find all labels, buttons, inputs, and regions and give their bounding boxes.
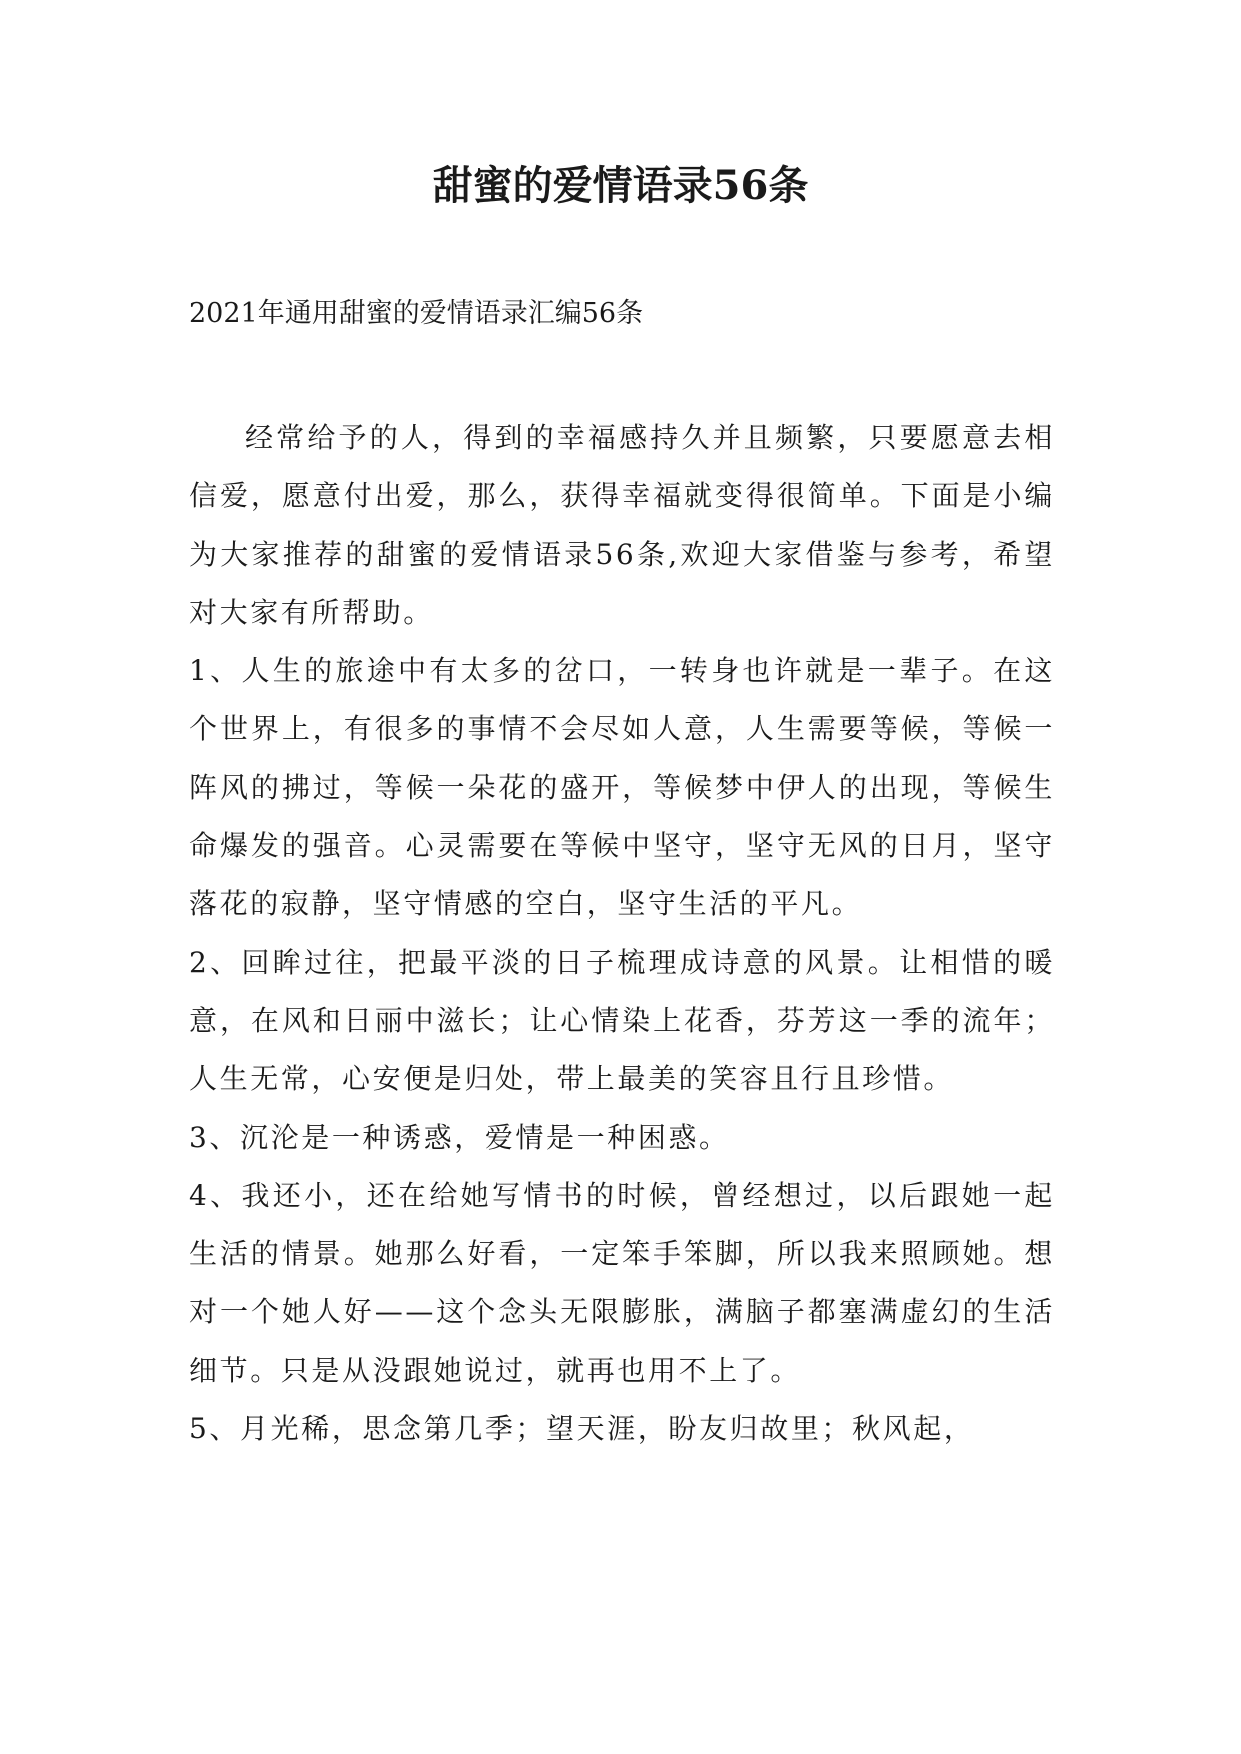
intro-paragraph: 经常给予的人，得到的幸福感持久并且频繁，只要愿意去相信爱，愿意付出爱，那么，获得幸福就变得很简单。下面是小编为大家推荐的甜蜜的爱情语录56条,欢迎大家借鉴与参考，希望对大家有所帮助。: [189, 421, 1055, 629]
document-body: [189, 409, 1055, 1458]
quote-item-1: 1、人生的旅途中有太多的岔口，一转身也许就是一辈子。在这个世界上，有很多的事情不会尽如人意，人生需要等候，等候一阵风的拂过，等候一朵花的盛开，等候梦中伊人的出现，等候生命爆发的强音。心灵需要在等候中坚守，坚守无风的日月，坚守落花的寂静，坚守情感的空白，坚守生活的平凡。: [189, 654, 1055, 921]
quote-item-3: 3、沉沦是一种诱惑，爱情是一种困惑。: [189, 1120, 730, 1154]
quote-item-2: 2、回眸过往，把最平淡的日子梳理成诗意的风景。让相惜的暖意，在风和日丽中滋长；让心情染上花香，芬芳这一季的流年；人生无常，心安便是归处，带上最美的笑容且行且珍惜。: [189, 945, 1055, 1096]
quote-item-4: 4、我还小，还在给她写情书的时候，曾经想过，以后跟她一起生活的情景。她那么好看，一定笨手笨脚，所以我来照顾她。想对一个她人好——这个念头无限膨胀，满脑子都塞满虚幻的生活细节。只是从没跟她说过，就再也用不上了。: [189, 1178, 1055, 1387]
quote-item-5: 5、月光稀，思念第几季；望天涯，盼友归故里；秋风起，: [189, 1412, 975, 1446]
document-title: 甜蜜的爱情语录56条: [432, 162, 809, 209]
document-subtitle: 2021年通用甜蜜的爱情语录汇编56条: [189, 298, 644, 329]
